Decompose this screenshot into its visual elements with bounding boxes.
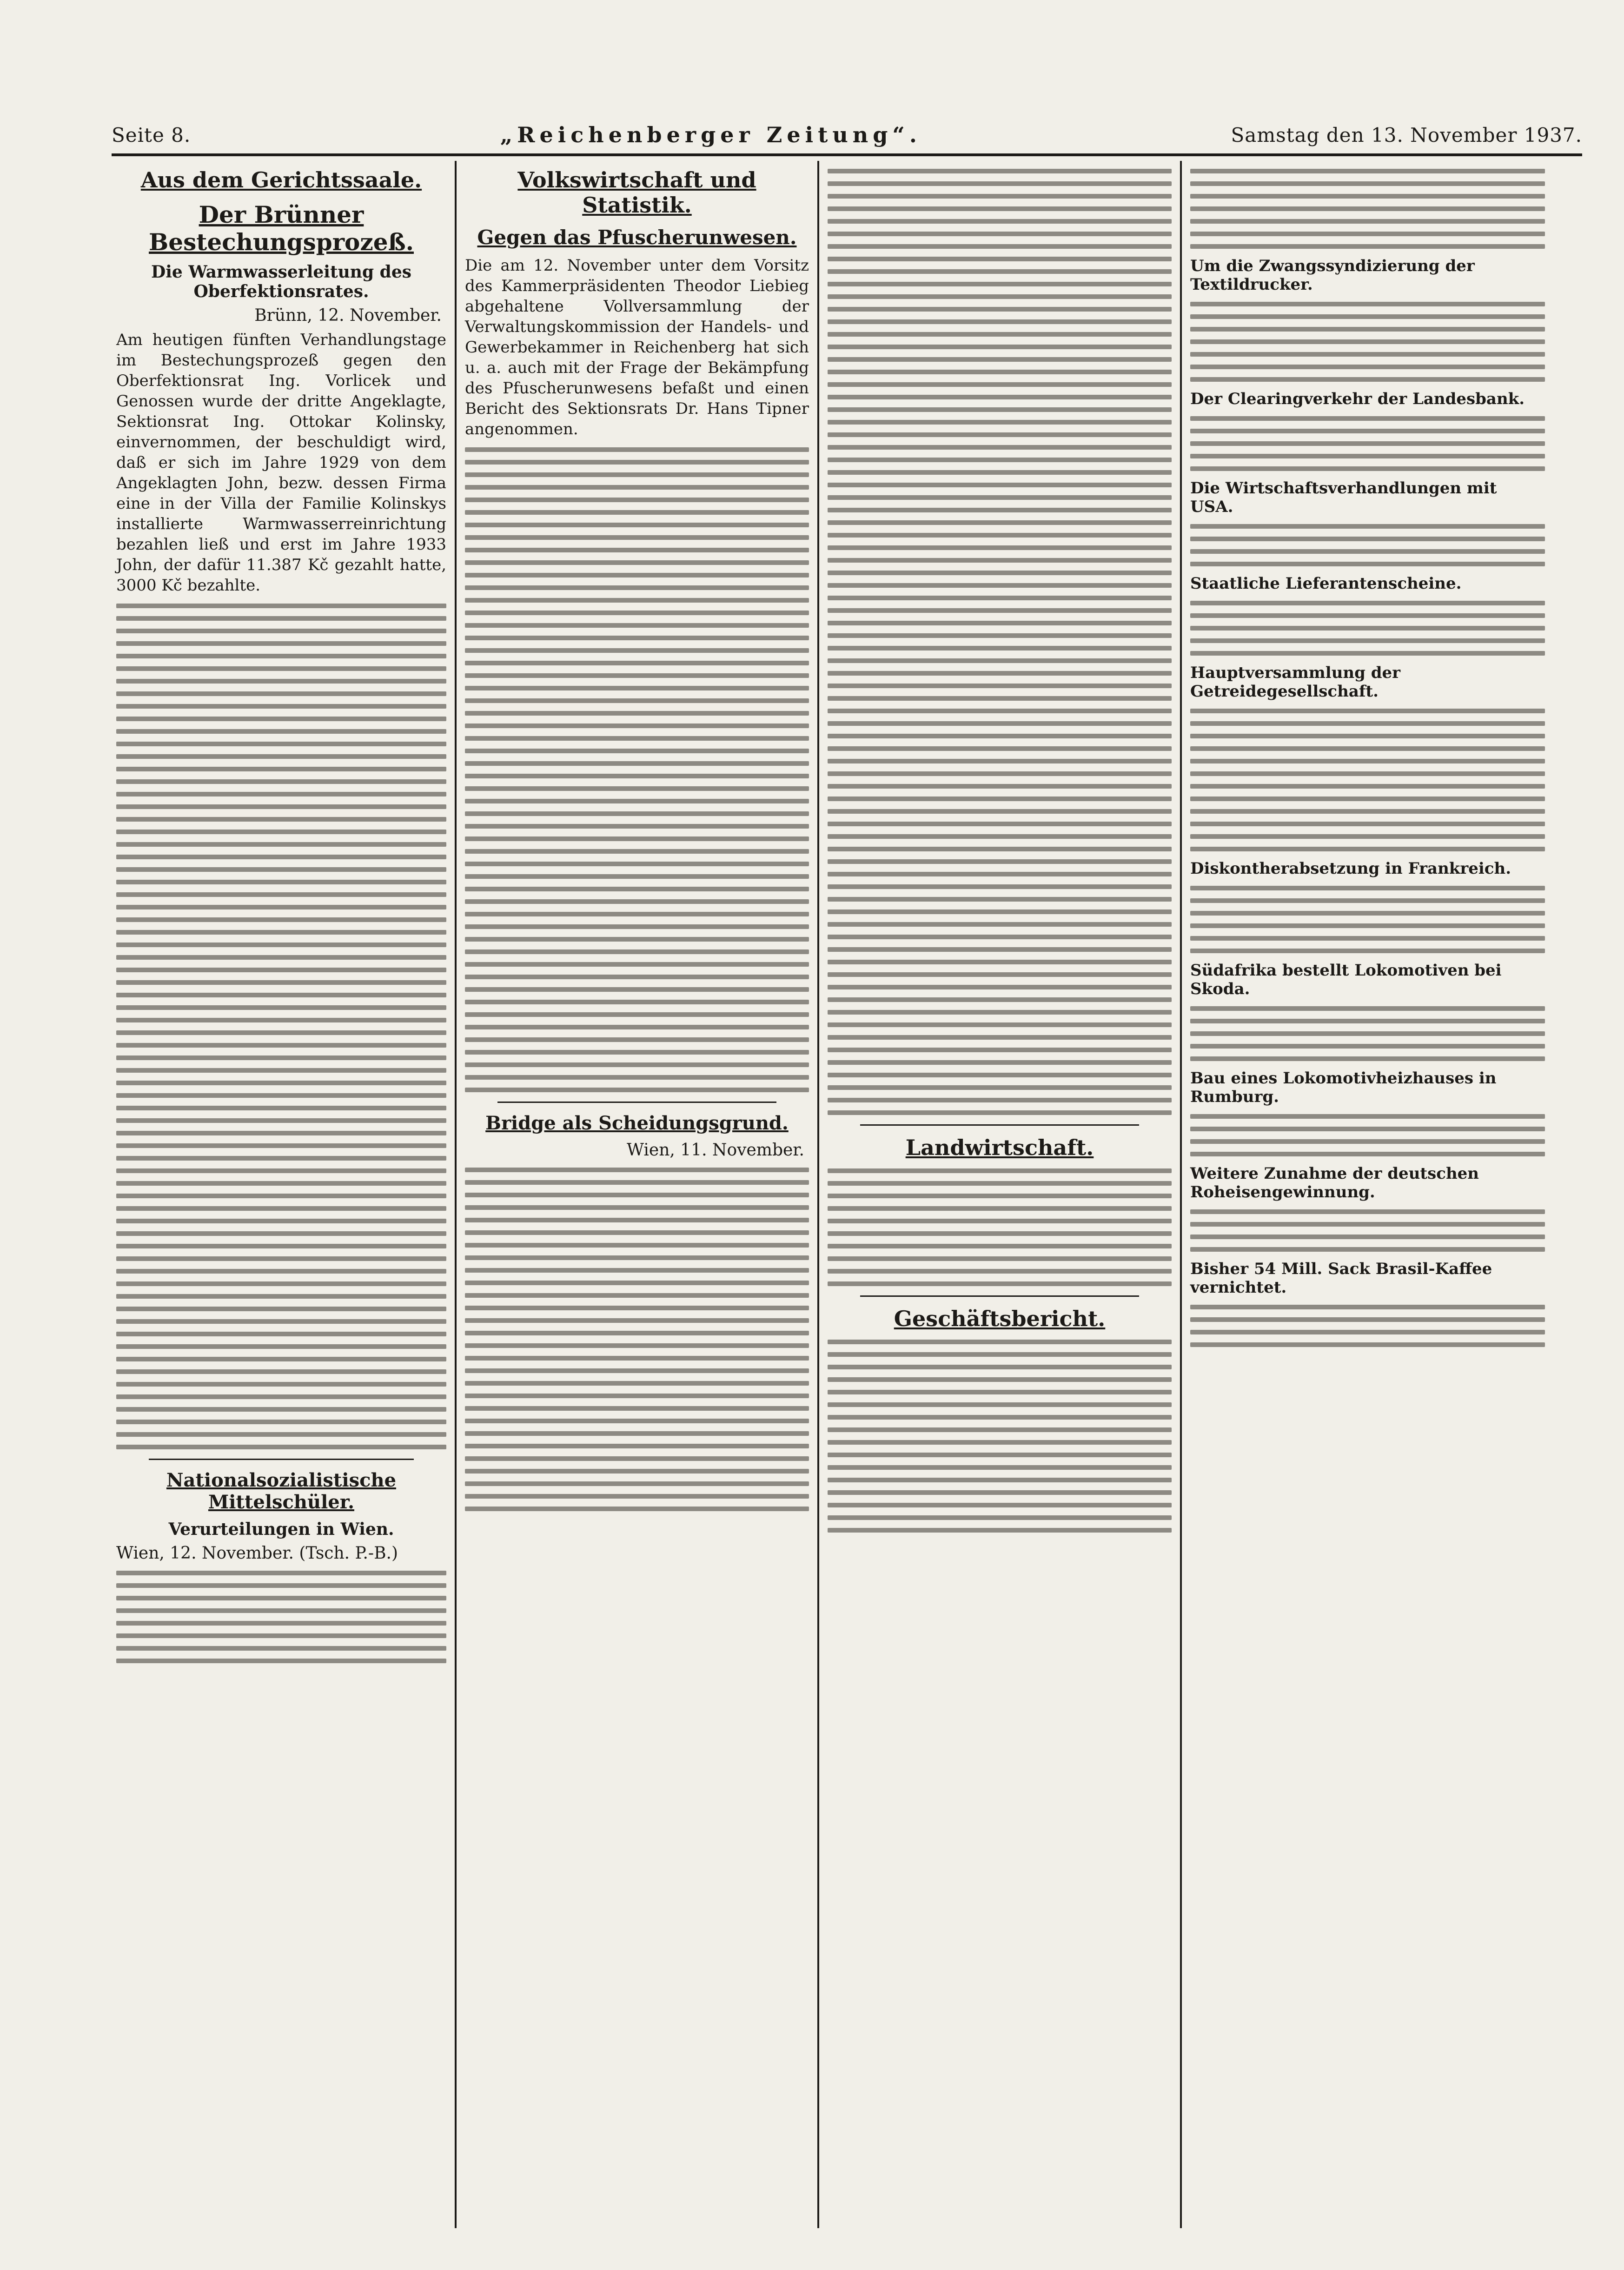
notice-heading: Weitere Zunahme der deutschen Roheisengewinnung. [1190,1164,1479,1201]
dateline: Brünn, 12. November. [254,306,442,325]
masthead: „Reichenberger Zeitung“. [500,122,921,147]
notice-body [1190,416,1545,471]
section-title-economy: Volkswirtschaft und Statistik. [517,167,756,218]
columns [112,161,1582,2228]
column-2 [460,161,814,2228]
issue-date: Samstag den 13. November 1937. [1231,123,1582,146]
divider [860,1295,1139,1297]
notice-heading: Hauptversammlung der Getreidegesellschaft. [1190,664,1401,701]
divider [860,1124,1139,1126]
article-body [828,1168,1172,1286]
headline-pfuscher: Gegen das Pfuscherunwesen. [477,226,797,249]
article-body [116,604,446,1449]
notice-body [1190,1209,1545,1252]
header-rule [112,153,1582,156]
divider [149,1459,414,1460]
notice-heading: Die Wirtschaftsverhandlungen mit USA. [1190,479,1497,516]
headline-ns-students: Nationalsozialistische Mittelschüler. [166,1469,397,1513]
article-body [465,1168,809,1511]
column-1 [112,161,451,2228]
dateline: Wien, 12. November. (Tsch. P.-B.) [116,1544,398,1563]
notice-heading: Bau eines Lokomotivheizhauses in Rumburg. [1190,1069,1497,1106]
dateline: Wien, 11. November. [627,1141,804,1160]
notice-heading: Der Clearingverkehr der Landesbank. [1190,390,1525,408]
article-body [828,1340,1172,1533]
section-title-court: Aus dem Gerichtssaale. [140,167,422,192]
notice-body [1190,302,1545,382]
subheadline: Die Warmwasserleitung des Oberfektionsrates. [151,262,412,301]
section-title-business-report: Geschäftsbericht. [894,1306,1106,1331]
column-divider [455,161,457,2228]
headline-bridge: Bridge als Scheidungsgrund. [485,1112,789,1134]
article-lead: Die am 12. November unter dem Vorsitz des Kammerpräsidenten Theodor Liebieg abgehaltene Vollversammlung der Verwaltungskommission der Handels- und Gewerbekammer in Reichenberg hat sich u. a. auch mit der Frage der Bekämpfung des Pfuscherunwesens befaßt und einen Bericht des Sektionsrats Dr. Hans Tipner angenommen. [465,256,809,438]
article-body [1190,169,1545,249]
article-lead: Am heutigen fünften Verhandlungstage im Bestechungsprozeß gegen den Oberfektionsrat Ing. Vorlicek und Genossen wurde der dritte Angeklagte, Sektionsrat Ing. Ottokar Kolinsky, einvernommen, der beschuldigt wird, daß er sich im Jahre 1929 von dem Angeklagten John, bezw. dessen Firma eine in der Villa der Familie Kolinskys installierte Warmwasserreinrichtung bezahlen ließ und erst im Jahre 1933 John, der dafür 11.387 Kč gezahlt hatte, 3000 Kč bezahlte. [116,331,446,595]
article-body [116,1571,446,1663]
notice-body [1190,524,1545,566]
page-header [112,116,1582,153]
divider [497,1102,776,1103]
article-body [465,447,809,1092]
section-title-agriculture: Landwirtschaft. [905,1135,1094,1160]
notice-body [1190,1114,1545,1156]
column-divider [1180,161,1182,2228]
headline-bribery-trial: Der Brünner Bestechungsprozeß. [149,201,414,256]
column-3 [823,161,1176,2228]
notice-body [1190,1305,1545,1347]
notice-body [1190,709,1545,851]
notice-heading: Staatliche Lieferantenscheine. [1190,574,1462,593]
subheadline: Verurteilungen in Wien. [168,1520,394,1539]
column-4 [1186,161,1550,2228]
notice-heading: Bisher 54 Mill. Sack Brasil-Kaffee vernichtet. [1190,1260,1492,1297]
notice-body [1190,886,1545,953]
notice-body [1190,1006,1545,1061]
column-divider [817,161,819,2228]
notice-body [1190,601,1545,656]
article-body [828,169,1172,1115]
notice-heading: Um die Zwangssyndizierung der Textildrucker. [1190,257,1475,294]
notice-heading: Südafrika bestellt Lokomotiven bei Skoda. [1190,961,1502,998]
page-number: Seite 8. [112,123,191,146]
notice-heading: Diskontherabsetzung in Frankreich. [1190,859,1511,878]
